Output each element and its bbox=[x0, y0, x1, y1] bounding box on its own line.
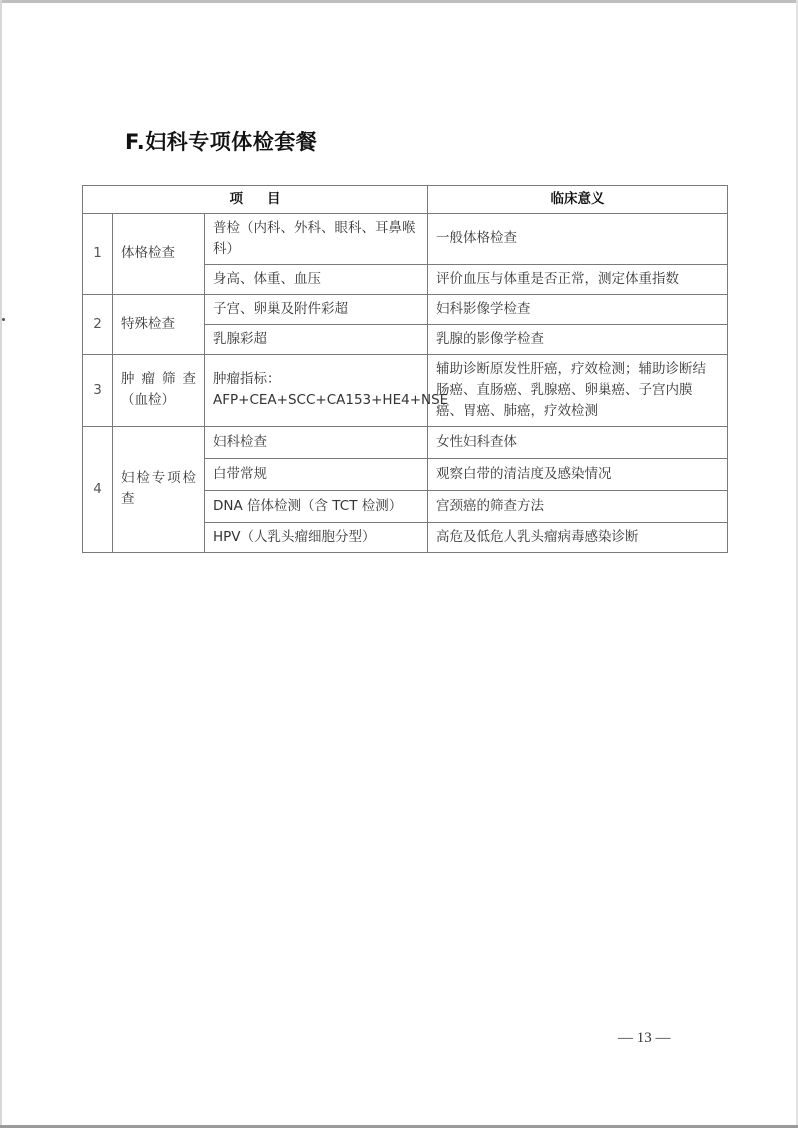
item-cell: 普检（内科、外科、眼科、耳鼻喉科） bbox=[205, 214, 428, 265]
scan-top-edge bbox=[0, 0, 798, 3]
meaning-cell: 妇科影像学检查 bbox=[428, 294, 728, 324]
scan-left-edge bbox=[0, 0, 2, 1128]
meaning-cell: 辅助诊断原发性肝癌，疗效检测；辅助诊断结肠癌、直肠癌、乳腺癌、卵巢癌、子宫内膜癌、胃癌、肺癌，疗效检测 bbox=[428, 354, 728, 426]
table-row bbox=[83, 426, 728, 458]
header-item: 项目 bbox=[83, 186, 428, 214]
header-meaning: 临床意义 bbox=[428, 186, 728, 214]
table-header-row bbox=[83, 186, 728, 214]
table-row bbox=[83, 294, 728, 324]
group-number: 4 bbox=[83, 426, 113, 552]
scan-mark bbox=[2, 318, 5, 321]
group-category: 体格检查 bbox=[113, 214, 205, 295]
exam-package-table bbox=[82, 185, 728, 553]
item-cell: 身高、体重、血压 bbox=[205, 264, 428, 294]
meaning-cell: 女性妇科查体 bbox=[428, 426, 728, 458]
page-title: F.妇科专项体检套餐 bbox=[125, 130, 318, 154]
meaning-cell: 乳腺的影像学检查 bbox=[428, 324, 728, 354]
item-cell: 子宫、卵巢及附件彩超 bbox=[205, 294, 428, 324]
table-row bbox=[83, 214, 728, 265]
item-cell: 乳腺彩超 bbox=[205, 324, 428, 354]
meaning-cell: 宫颈癌的筛查方法 bbox=[428, 490, 728, 522]
group-number: 2 bbox=[83, 294, 113, 354]
group-number: 3 bbox=[83, 354, 113, 426]
group-category: 肿瘤筛查（血检） bbox=[113, 354, 205, 426]
table-row bbox=[83, 354, 728, 426]
group-category: 特殊检查 bbox=[113, 294, 205, 354]
page-number: — 13 — bbox=[618, 1030, 671, 1046]
item-cell: DNA 倍体检测（含 TCT 检测） bbox=[205, 490, 428, 522]
meaning-cell: 评价血压与体重是否正常，测定体重指数 bbox=[428, 264, 728, 294]
group-number: 1 bbox=[83, 214, 113, 295]
item-cell: 肿瘤指标：AFP+CEA+SCC+CA153+HE4+NSE bbox=[205, 354, 428, 426]
item-cell: HPV（人乳头瘤细胞分型） bbox=[205, 522, 428, 552]
meaning-cell: 高危及低危人乳头瘤病毒感染诊断 bbox=[428, 522, 728, 552]
group-category: 妇检专项检查 bbox=[113, 426, 205, 552]
item-cell: 妇科检查 bbox=[205, 426, 428, 458]
meaning-cell: 观察白带的清洁度及感染情况 bbox=[428, 458, 728, 490]
item-cell: 白带常规 bbox=[205, 458, 428, 490]
meaning-cell: 一般体格检查 bbox=[428, 214, 728, 265]
